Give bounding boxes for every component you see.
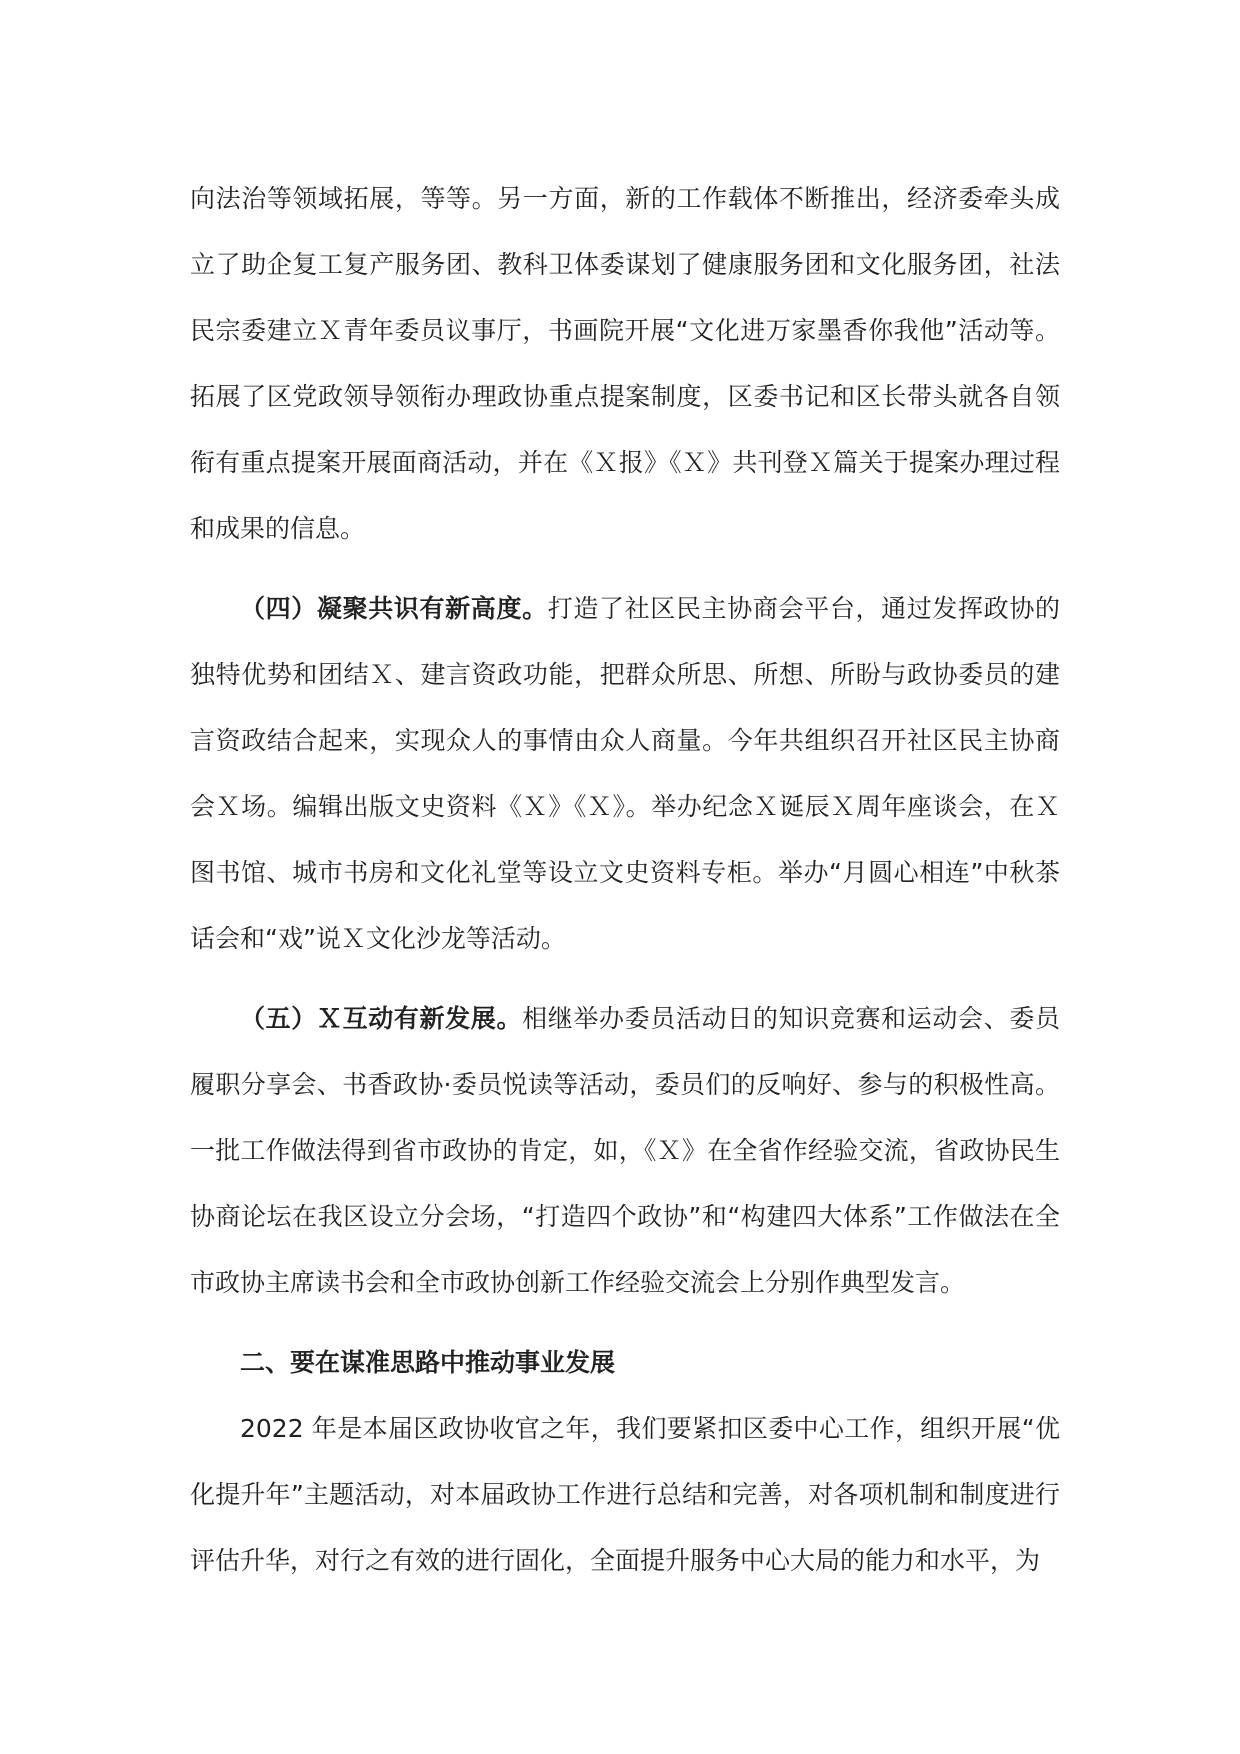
paragraph-text: 打造了社区民主协商会平台，通过发挥政协的独特优势和团结Ｘ、建言资政功能，把群众所思、所想、所盼与政协委员的建言资政结合起来，实现众人的事情由众人商量。今年共组织召开社区民主协商会Ｘ场。编辑出版文史资料《Ｘ》《Ｘ》。举办纪念Ｘ诞辰Ｘ周年座谈会，在Ｘ图书馆、城市书房和文化礼堂等设立文史资料专柜。举办“月圆心相连”中秋茶话会和“戏”说Ｘ文化沙龙等活动。: [190, 594, 1060, 953]
paragraph-text: 相继举办委员活动日的知识竞赛和运动会、委员履职分享会、书香政协·委员悦读等活动，委员们的反响好、参与的积极性高。一批工作做法得到省市政协的肯定，如，《Ｘ》在全省作经验交流，省政协民生协商论坛在我区设立分会场，“打造四个政协”和“构建四大体系”工作做法在全市政协主席读书会和全市政协创新工作经验交流会上分别作典型发言。: [190, 1004, 1060, 1297]
paragraph-consensus: [190, 576, 1060, 972]
document-body: [190, 166, 1060, 1594]
paragraph-text: 向法治等领域拓展，等等。另一方面，新的工作载体不断推出，经济委牵头成立了助企复工复产服务团、教科卫体委谋划了健康服务团和文化服务团，社法民宗委建立Ｘ青年委员议事厅，书画院开展“文化进万家墨香你我他”活动等。拓展了区党政领导领衔办理政协重点提案制度，区委书记和区长带头就各自领衔有重点提案开展面商活动，并在《Ｘ报》《Ｘ》共刊登Ｘ篇关于提案办理过程和成果的信息。: [190, 184, 1060, 543]
paragraph-continuation: [190, 166, 1060, 562]
paragraph-outlook: [190, 1396, 1060, 1594]
section-heading: 二、要在谋准思路中推动事业发展: [240, 1348, 616, 1377]
paragraph-lead-title: （五）Ｘ互动有新发展。: [240, 1004, 523, 1033]
paragraph-lead-title: （四）凝聚共识有新高度。: [240, 594, 548, 623]
paragraph-interaction: [190, 986, 1060, 1316]
paragraph-text: 2022 年是本届区政协收官之年，我们要紧扣区委中心工作，组织开展“优化提升年”主题活动，对本届政协工作进行总结和完善，对各项机制和制度进行评估升华，对行之有效的进行固化，全面提升服务中心大局的能力和水平，为: [190, 1414, 1060, 1575]
